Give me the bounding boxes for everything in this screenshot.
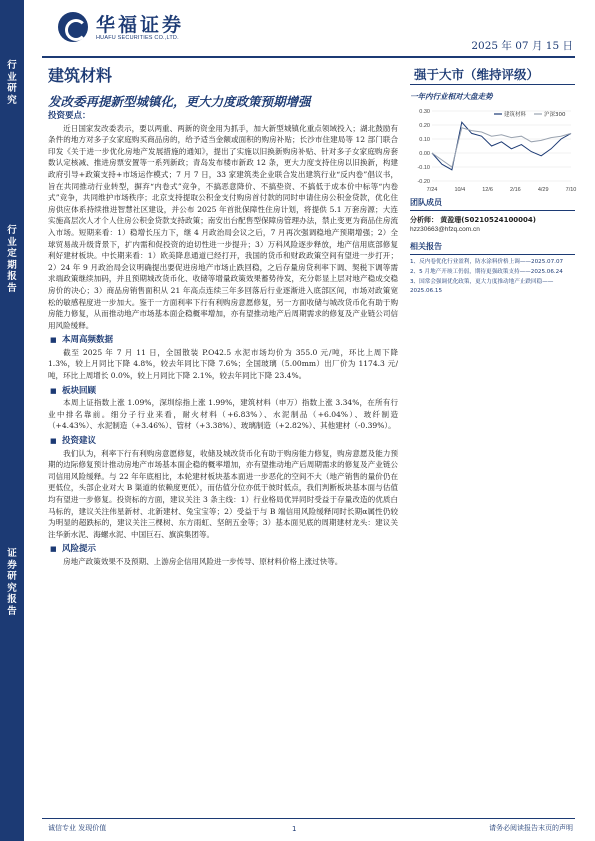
sidebar-label-securities-report: 证 券 研 究 报 告 bbox=[7, 548, 17, 617]
chart-legend-label: 沪深300 bbox=[544, 112, 566, 118]
industry-title: 建筑材料 bbox=[48, 66, 113, 85]
related-report-item[interactable]: 3、国常会强调优化政策，更大力度推动地产止跌回稳——2025.06.15 bbox=[410, 279, 554, 294]
page-number: 1 bbox=[292, 825, 297, 833]
section-risk-title: ■ 风险提示 bbox=[48, 544, 398, 556]
footer-slogan: 诚信专业 发现价值 bbox=[48, 824, 107, 832]
chart-series-line bbox=[432, 128, 571, 167]
section-high-frequency-title: ■ 本周高频数据 bbox=[48, 335, 398, 347]
chart-x-tick-label: 4/29 bbox=[537, 187, 549, 193]
header-divider bbox=[42, 56, 575, 58]
right-column bbox=[410, 88, 575, 297]
company-logo bbox=[58, 10, 238, 44]
chart-legend-label: 建筑材料 bbox=[504, 112, 527, 118]
section-sector-review-title: ■ 板块回顾 bbox=[48, 386, 398, 398]
chart-y-tick-label: 0.10 bbox=[419, 137, 430, 143]
team-header: 团队成员 bbox=[410, 197, 575, 211]
sidebar-label-periodic-report: 行 业 定 期 报 告 bbox=[7, 225, 17, 294]
main-column bbox=[48, 111, 398, 568]
sidebar bbox=[0, 0, 24, 841]
analyst-line bbox=[410, 215, 575, 225]
analyst-email[interactable]: hzz30663@hfzq.com.cn bbox=[410, 226, 480, 233]
chart-y-tick-label: -0.20 bbox=[417, 179, 430, 185]
logo-text-en: HUAFU SECURITIES CO.,LTD. bbox=[96, 35, 179, 41]
footer-divider bbox=[42, 818, 575, 819]
chart-title: 一年内行业相对大盘走势 bbox=[410, 92, 493, 101]
logo-icon bbox=[58, 12, 88, 42]
chart-y-tick-label: 0.00 bbox=[419, 151, 430, 157]
related-reports-header: 相关报告 bbox=[410, 241, 575, 255]
invest-points-title: 投资要点： bbox=[48, 111, 91, 121]
relative-performance-chart bbox=[410, 105, 575, 195]
invest-points-body: 近日国家发改委表示，要以两重、两新的资金用为抓手，加大新型城镇化重点领域投入；湖北鼓励有条件的地方对多子女家庭购买商品房的，给予适当金额或面积的购房补贴；长沙市住建局等 12 部门联合印发《关于进一步优化房地产发展措施的通知》，提出了实施以旧换新购房补贴、针对多子女家庭购房套数认定核减、推进房票安置等一系列新政；青岛发布楼市新政 12 条，更大力度支持住房以旧换新，构建政府引导+政策支持+市场运作模式；7 月 7 日，33 家建筑类企业联合发出建筑行业“反内卷”倡议书，旨在共同推动行业转型，摒弃“内卷式”竞争，不搞恶意降价、不搞垫资、不搞低于成本价中标等“内卷式”竞争，共同维护市场秩序；北京支持提取公积金支付购房首付款的同时申请住房公积金贷款，优化住房供应体系持续推进智慧社区建设，并公布 2025 年首批保障性住房计划，将提供 5.1 万套房源；大连实施高层次人才个人住房公积金贷款支持政策；南安出台配售型保障房管理办法，禁止变更为商品住房流入市场。短期来看：1）稳增长压力下，继 4 月政治局会议之后，7 月再次强调稳地产预期增强；2）全球贸易战升级背景下，扩内需和促投资的迫切性进一步提升；3）万科风险逐步释放，地产信用底部修复利好建材板块。中长期来看：1）欧美降息通道已经打开，我国的货币和财政政策空间有望进一步打开；2）24 年 9 月政治局会议明确提出要促进房地产市场止跌回稳，之后存量房贷利率下调、契税下调等需求端政策继续加码，并且预期城改货币化、收储等增量政策效果蓄势待发，充分彰显上层对地产稳成交稳房价的决心；3）商品房销售面积从 21 年高点连续三年多回落后行业逐渐进入底部区间，市场对政策宽松的敏感程度进一步加大。鉴于一方面利率下行有利购房意愿修复，另一方面收储与城改货币化有助于购房能力修复，从而推动地产市场基本面企稳概率增加，亦有望推动地产后周期需求的修复及产业链公司信用风险缓释。 bbox=[48, 123, 398, 330]
chart-y-tick-label: -0.10 bbox=[417, 165, 430, 171]
analyst-label: 分析师： bbox=[410, 216, 438, 224]
report-date: 2025 年 07 月 15 日 bbox=[471, 40, 573, 52]
analyst-name: 黄盈珊(S0210524100004) bbox=[440, 216, 536, 224]
section-high-frequency-body: 截至 2025 年 7 月 11 日，全国散装 P.O42.5 水泥市场均价为 355.0 元/吨，环比上周下降 1.3%，较上月同比下降 4.8%，较去年同比下降 7.6%；全国玻璃（5.00mm）出厂价为 1174.3 元/吨，环比上周增长 0.0%，较上月同比下降 2.1%，较去年同比下降 23.4%。 bbox=[48, 347, 398, 381]
report-headline: 发改委再提新型城镇化，更大力度政策预期增强 bbox=[48, 94, 311, 109]
chart-x-tick-label: 2/16 bbox=[510, 187, 521, 193]
chart-x-tick-label: 7/10 bbox=[565, 187, 577, 193]
logo-text-cn: 华福证券 bbox=[96, 14, 185, 36]
rating-badge: 强于大市（维持评级） bbox=[414, 67, 540, 82]
section-investment-advice-body: 我们认为，利率下行有利购房意愿修复，收储及城改货币化有助于购房能力修复，购房意愿及能力预期的边际修复预计推动房地产市场基本面企稳的概率增加，亦有望推动地产后周期需求的修复及产业链公司信用风险缓释。与 22 年年底相比，本轮建材板块基本面进一步恶化的空间不大（地产销售的量价仍在更低位，头部企业对大 B 渠道的依赖度更低），而估值分位亦低于彼时低点，我们判断板块基本面与估值均有望进一步修复。投资标的方面，建议关注 3 条主线：1）行业格局优异同时受益于存量改造的优质白马标的，建议关注伟星新材、北新建材、兔宝宝等；2）受益于与 B 端信用风险缓释同时长期α属性仍较为明显的超跌标的，建议关注三棵树、东方雨虹、坚朗五金等；3）基本面见底的周期建材龙头：建议关注华新水泥、海螺水泥、中国巨石、旗滨集团等。 bbox=[48, 448, 398, 539]
related-report-item[interactable]: 1、反内卷优化行业盈利，防水涂料价格上调——2025.07.07 bbox=[410, 259, 564, 265]
chart-x-tick-label: 7/24 bbox=[426, 187, 438, 193]
chart-x-tick-label: 10/4 bbox=[454, 187, 466, 193]
chart-svg bbox=[410, 105, 575, 195]
chart-y-tick-label: 0.20 bbox=[419, 123, 430, 129]
section-sector-review-body: 本周上证指数上涨 1.09%，深圳综指上涨 1.99%，建筑材料（申万）指数上涨 3.34%，在所有行业中排名靠前。细分子行业来看，耐火材料（+6.83%）、水泥制品（+6.04%）、玻纤制造（+4.43%）、水泥制造（+3.46%）、管材（+3.38%）、玻璃制造（+2.82%）、其他建材（-0.39%）。 bbox=[48, 398, 398, 431]
chart-x-tick-label: 12/6 bbox=[482, 187, 493, 193]
footer-disclaimer: 请务必阅读报告末页的声明 bbox=[489, 824, 573, 832]
related-reports-list bbox=[410, 258, 575, 296]
sidebar-label-research: 行 业 研 究 bbox=[7, 60, 17, 106]
section-investment-advice-title: ■ 投资建议 bbox=[48, 436, 398, 448]
rating-divider bbox=[410, 84, 575, 85]
related-report-item[interactable]: 2、5 月地产开竣工仍弱，期待更强政策支持——2025.06.24 bbox=[410, 269, 563, 275]
section-risk-body: 房地产政策效果不及预期、上游房企信用风险进一步传导、原材料价格上涨过快等。 bbox=[63, 556, 343, 566]
chart-y-tick-label: 0.30 bbox=[419, 109, 430, 115]
